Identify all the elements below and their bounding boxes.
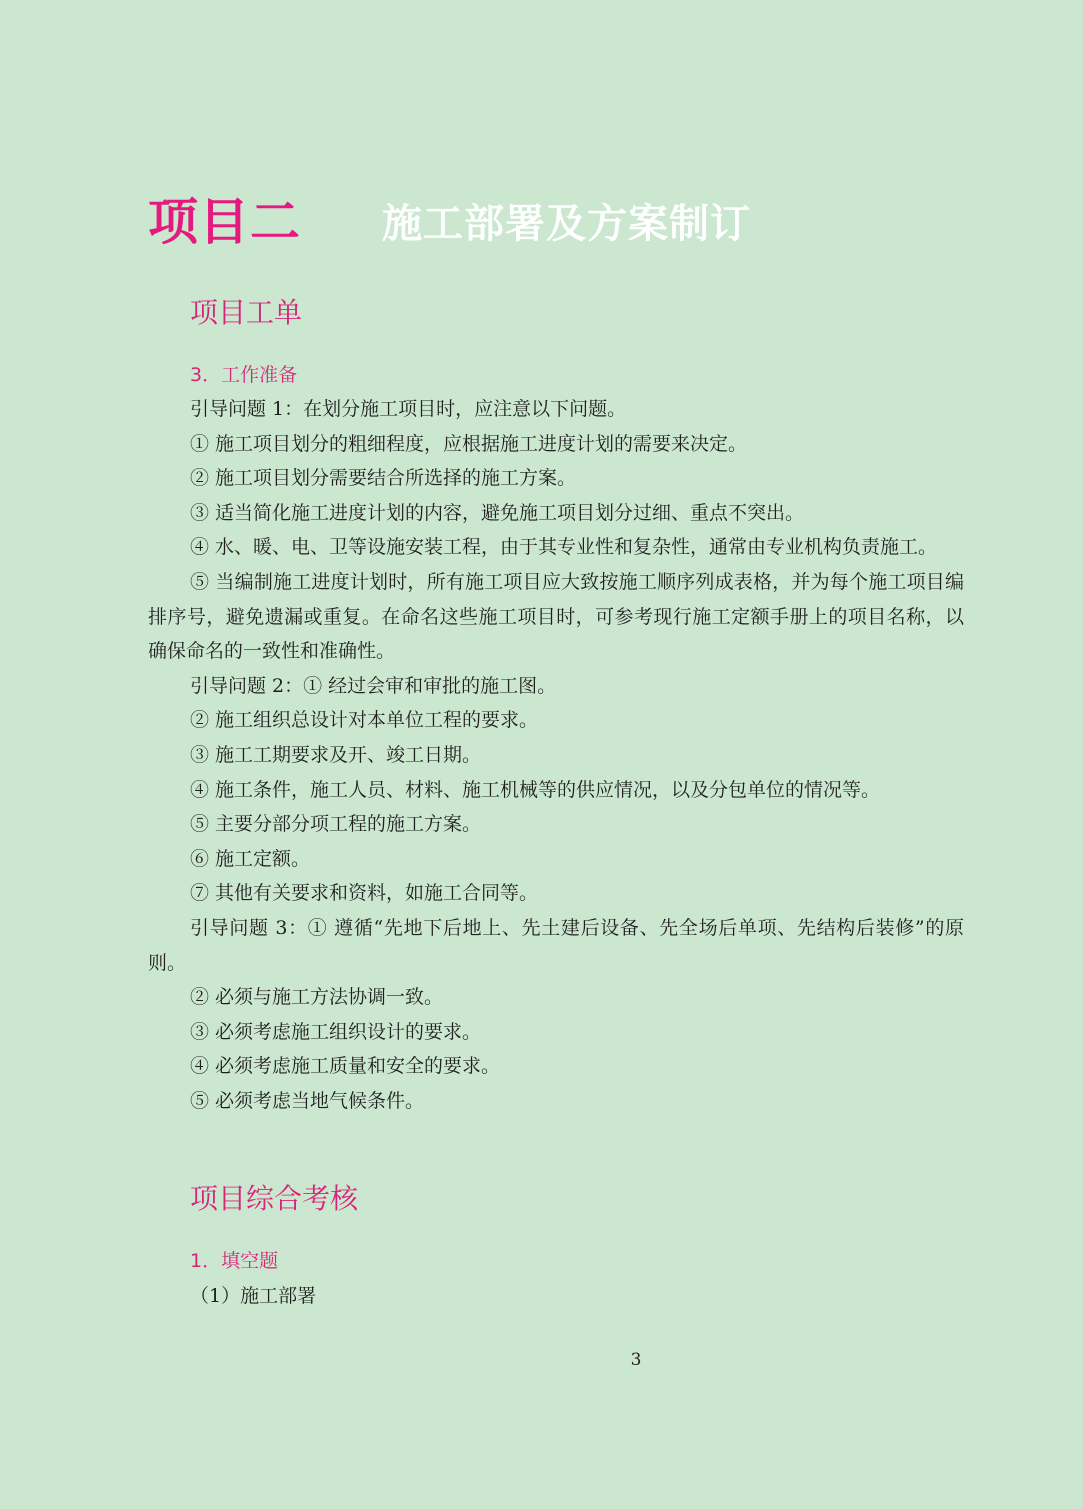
- paragraph: 引导问题 2：① 经过会审和审批的施工图。: [190, 674, 557, 697]
- fill-blank-item: （1）施工部署: [190, 1285, 317, 1307]
- chapter-title: [148, 190, 948, 254]
- paragraph: ② 必须与施工方法协调一致。: [190, 986, 444, 1009]
- paragraph: ⑦ 其他有关要求和资料，如施工合同等。: [190, 882, 539, 905]
- paragraph: ⑤ 主要分部分项工程的施工方案。: [190, 813, 482, 836]
- paragraph: 引导问题 3：① 遵循“先地下后地上、先土建后设备、先全场后单项、先结构后装修”的原则。: [148, 916, 964, 974]
- paragraph: ④ 施工条件，施工人员、材料、施工机械等的供应情况，以及分包单位的情况等。: [190, 778, 881, 801]
- paragraph: ② 施工项目划分需要结合所选择的施工方案。: [190, 467, 577, 490]
- paragraph: ③ 施工工期要求及开、竣工日期。: [190, 743, 482, 766]
- page-number: 3: [630, 1350, 642, 1370]
- paragraph: ③ 适当简化施工进度计划的内容，避免施工项目划分过细、重点不突出。: [190, 501, 805, 524]
- paragraph: ④ 水、暖、电、卫等设施安装工程，由于其专业性和复杂性，通常由专业机构负责施工。: [190, 536, 938, 559]
- paragraph: ④ 必须考虑施工质量和安全的要求。: [190, 1055, 501, 1078]
- subsection-title-fill-blank: 1．填空题: [190, 1250, 279, 1272]
- project-title: 施工部署及方案制订: [382, 201, 751, 247]
- section-title-work-order: 项目工单: [190, 296, 303, 329]
- subsection-title-preparation: 3．工作准备: [190, 364, 298, 386]
- paragraph: ⑥ 施工定额。: [190, 847, 311, 870]
- paragraph: ② 施工组织总设计对本单位工程的要求。: [190, 709, 539, 732]
- paragraph: ⑤ 当编制施工进度计划时，所有施工项目应大致按施工顺序列成表格，并为每个施工项目编排序号，避免遗漏或重复。在命名这些施工项目时，可参考现行施工定额手册上的项目名称，以确保命名的一致性和准确性。: [148, 570, 964, 663]
- paragraph: ① 施工项目划分的粗细程度，应根据施工进度计划的需要来决定。: [190, 432, 748, 455]
- paragraph: ⑤ 必须考虑当地气候条件。: [190, 1089, 425, 1112]
- paragraph: ③ 必须考虑施工组织设计的要求。: [190, 1020, 482, 1043]
- paragraph: 引导问题 1：在划分施工项目时，应注意以下问题。: [190, 398, 627, 420]
- body-text: [148, 392, 964, 1118]
- project-number: 项目二: [148, 193, 301, 251]
- section-title-assessment: 项目综合考核: [190, 1182, 359, 1215]
